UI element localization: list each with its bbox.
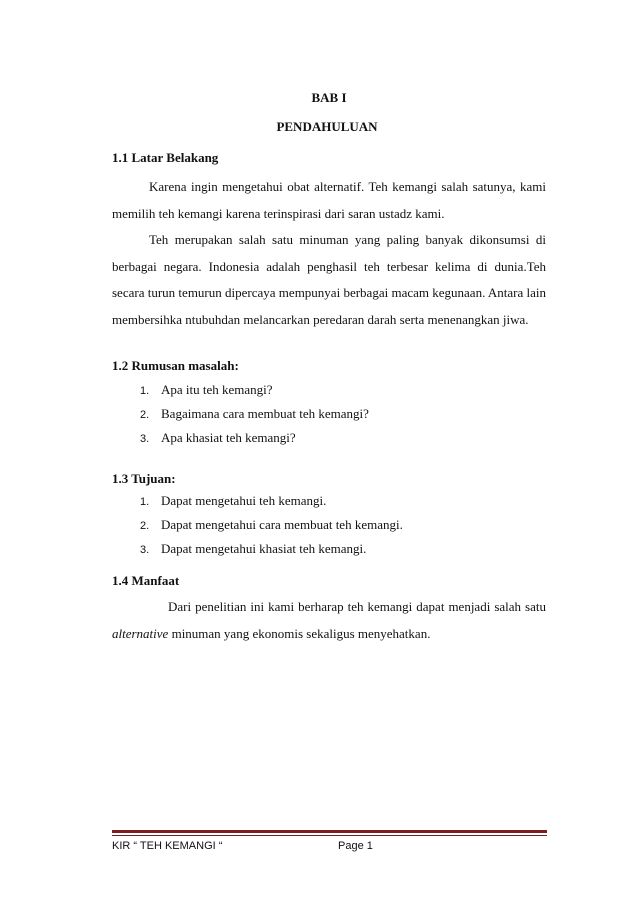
paragraph-manfaat: [112, 594, 546, 647]
rumusan-masalah-list: [140, 378, 369, 450]
chapter-title: PENDAHULUAN: [276, 119, 378, 134]
list-item: [140, 489, 403, 513]
list-number: 3.: [140, 544, 150, 556]
chapter-number: BAB I: [311, 90, 347, 105]
list-item: [140, 402, 369, 426]
paragraph-latar-belakang-1: [112, 174, 546, 227]
list-text: Bagaimana cara membuat teh kemangi?: [161, 406, 369, 421]
section-heading-rumusan-masalah: 1.2 Rumusan masalah:: [112, 358, 239, 373]
section-heading-manfaat: 1.4 Manfaat: [112, 573, 180, 588]
list-text: Dapat mengetahui khasiat teh kemangi.: [161, 541, 367, 556]
paragraph-text: Dari penelitian ini kami berharap teh kemangi dapat menjadi salah satu: [168, 599, 546, 614]
list-item: [140, 513, 403, 537]
footer-rule-thick: [112, 830, 547, 833]
list-text: Dapat mengetahui teh kemangi.: [161, 493, 327, 508]
list-item: [140, 378, 369, 402]
list-number: 1.: [140, 496, 150, 508]
list-number: 2.: [140, 520, 150, 532]
list-text: Dapat mengetahui cara membuat teh kemangi.: [161, 517, 403, 532]
tujuan-list: [140, 489, 403, 561]
list-item: [140, 537, 403, 561]
paragraph-text: Teh merupakan salah satu minuman yang paling banyak dikonsumsi di berbagai negara. Indonesia adalah penghasil teh terbesar kelima di dunia.Teh secara turun temurun dipercaya mempunyai berbagai macam kegunaan. Antara lain membersihka ntubuhdan melancarkan peredaran darah serta menenangkan jiwa.: [112, 232, 546, 327]
list-number: 2.: [140, 409, 150, 421]
paragraph-latar-belakang-2: [112, 227, 546, 333]
list-item: [140, 426, 369, 450]
page-number: Page 1: [338, 840, 373, 852]
list-number: 3.: [140, 433, 150, 445]
list-number: 1.: [140, 385, 150, 397]
paragraph-text: minuman yang ekonomis sekaligus menyehatkan.: [168, 625, 431, 641]
italic-term: alternative: [112, 625, 169, 641]
paragraph-text: Karena ingin mengetahui obat alternatif. Teh kemangi salah satunya, kami memilih teh kemangi karena terinspirasi dari saran ustadz kami.: [112, 179, 546, 221]
section-heading-tujuan: 1.3 Tujuan:: [112, 471, 176, 486]
list-text: Apa itu teh kemangi?: [161, 382, 273, 397]
footer-title: KIR “ TEH KEMANGI “: [112, 840, 223, 852]
footer-rule-thin: [112, 835, 547, 836]
section-heading-latar-belakang: 1.1 Latar Belakang: [112, 150, 219, 165]
list-text: Apa khasiat teh kemangi?: [161, 430, 296, 445]
